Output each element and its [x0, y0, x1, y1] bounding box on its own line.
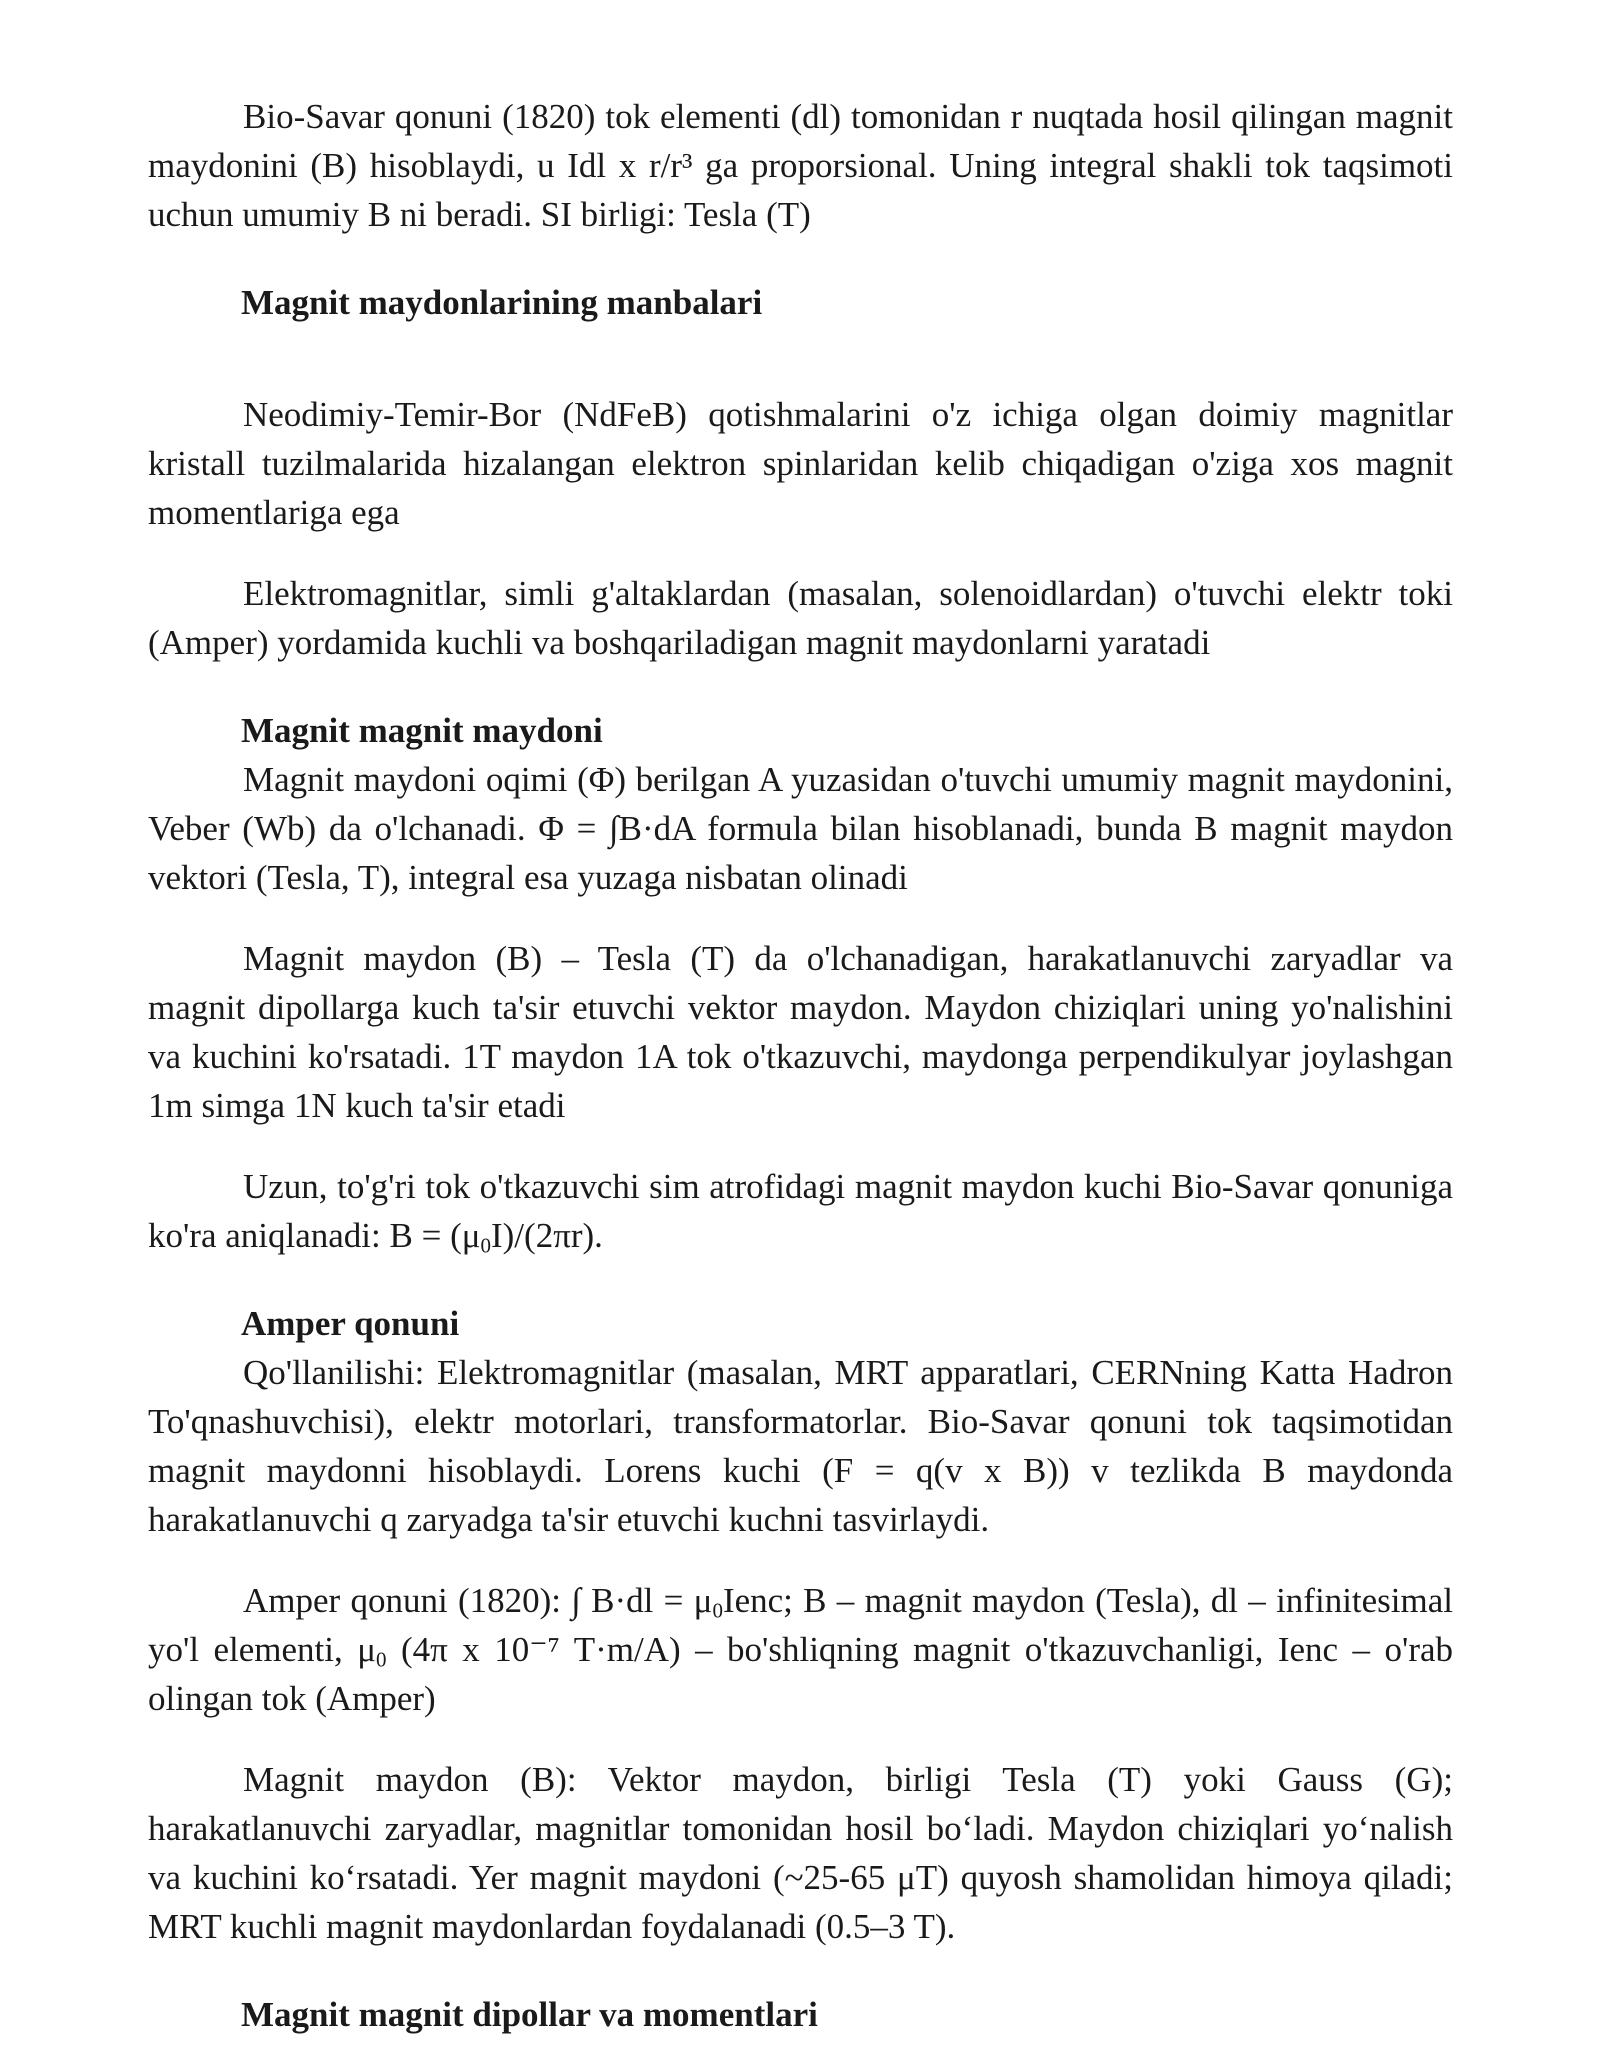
ampere-text-b: Ienc; B – magnit maydon (Tesla), dl – infinitesimal yo'l elementi, μ: [148, 1581, 1454, 1669]
mu-subscript: 0: [712, 1598, 723, 1623]
paragraph-ampere-formula: [148, 1576, 1453, 1723]
straight-wire-text-a: Uzun, to'g'ri tok o'tkazuvchi sim atrofidagi magnit maydon kuchi Bio-Savar qonuniga ko'ra aniqlanadi: B = (μ: [148, 1167, 1453, 1255]
heading-sources: Magnit maydonlarining manbalari: [241, 283, 763, 322]
paragraph-field-definition: Magnit maydon (B) – Tesla (T) da o'lchanadigan, harakatlanuvchi zaryadlar va magnit dipollarga kuch ta'sir etuvchi vektor maydon. Maydon chiziqlari uning yo'nalishini va kuchini ko'rsatadi. 1T maydon 1A tok o'tkazuvchi, maydonga perpendikulyar joylashgan 1m simga 1N kuch ta'sir etadi: [148, 939, 1453, 1125]
paragraph-applications: Qo'llanilishi: Elektromagnitlar (masalan, MRT apparatlari, CERNning Katta Hadron To'qnashuvchisi), elektr motorlari, transformatorlar. Bio-Savar qonuni tok taqsimotidan magnit maydonni hisoblaydi. Lorens kuchi (F = q(v x B)) v tezlikda B maydonda harakatlanuvchi q zaryadga ta'sir etuvchi kuchni tasvirlaydi.: [148, 1353, 1453, 1539]
paragraph-field-vector: Magnit maydon (B): Vektor maydon, birligi Tesla (T) yoki Gauss (G); harakatlanuvchi zaryadlar, magnitlar tomonidan hosil boʻladi. Maydon chiziqlari yoʻnalish va kuchini koʻrsatadi. Yer magnit maydoni (~25-65 μT) quyosh shamolidan himoya qiladi; MRT kuchli magnit maydonlardan foydalanadi (0.5–3 T).: [148, 1760, 1453, 1946]
paragraph-electromagnets: Elektromagnitlar, simli g'altaklardan (masalan, solenoidlardan) o'tuvchi elektr toki (Amper) yordamida kuchli va boshqariladigan magnit maydonlarni yaratadi: [148, 574, 1453, 662]
paragraph-bio-savart: Bio-Savar qonuni (1820) tok elementi (dl) tomonidan r nuqtada hosil qilingan magnit maydonini (B) hisoblaydi, u Idl x r/r³ ga proporsional. Uning integral shakli tok taqsimoti uchun umumiy B ni beradi. SI birligi: Tesla (T): [148, 97, 1453, 234]
ampere-text-a: Amper qonuni (1820): ∫ B·dl = μ: [243, 1581, 713, 1620]
straight-wire-text-b: I)/(2πr).: [491, 1216, 603, 1255]
mu-subscript: 0: [375, 1647, 387, 1672]
mu-subscript: 0: [480, 1233, 491, 1258]
paragraph-straight-wire: [148, 1162, 1453, 1260]
heading-dipoles: Magnit magnit dipollar va momentlari: [241, 1995, 818, 2034]
heading-ampere-law: Amper qonuni: [241, 1304, 460, 1343]
paragraph-permanent-magnets: Neodimiy-Temir-Bor (NdFeB) qotishmalarini o'z ichiga olgan doimiy magnitlar kristall tuzilmalarida hizalangan elektron spinlaridan kelib chiqadigan o'ziga xos magnit momentlariga ega: [148, 395, 1453, 532]
paragraph-magnetic-flux: Magnit maydoni oqimi (Φ) berilgan A yuzasidan o'tuvchi umumiy magnit maydonini, Veber (Wb) da o'lchanadi. Φ = ∫B·dA formula bilan hisoblanadi, bunda B magnit maydon vektori (Tesla, T), integral esa yuzaga nisbatan olinadi: [148, 760, 1453, 897]
document-page: [148, 92, 1453, 2039]
heading-magnetic-field: Magnit magnit maydoni: [241, 711, 603, 750]
ampere-text-c: (4π x 10⁻⁷ T·m/A) – bo'shliqning magnit o'tkazuvchanligi, Ienc – o'rab olingan tok (Amper): [148, 1630, 1454, 1718]
